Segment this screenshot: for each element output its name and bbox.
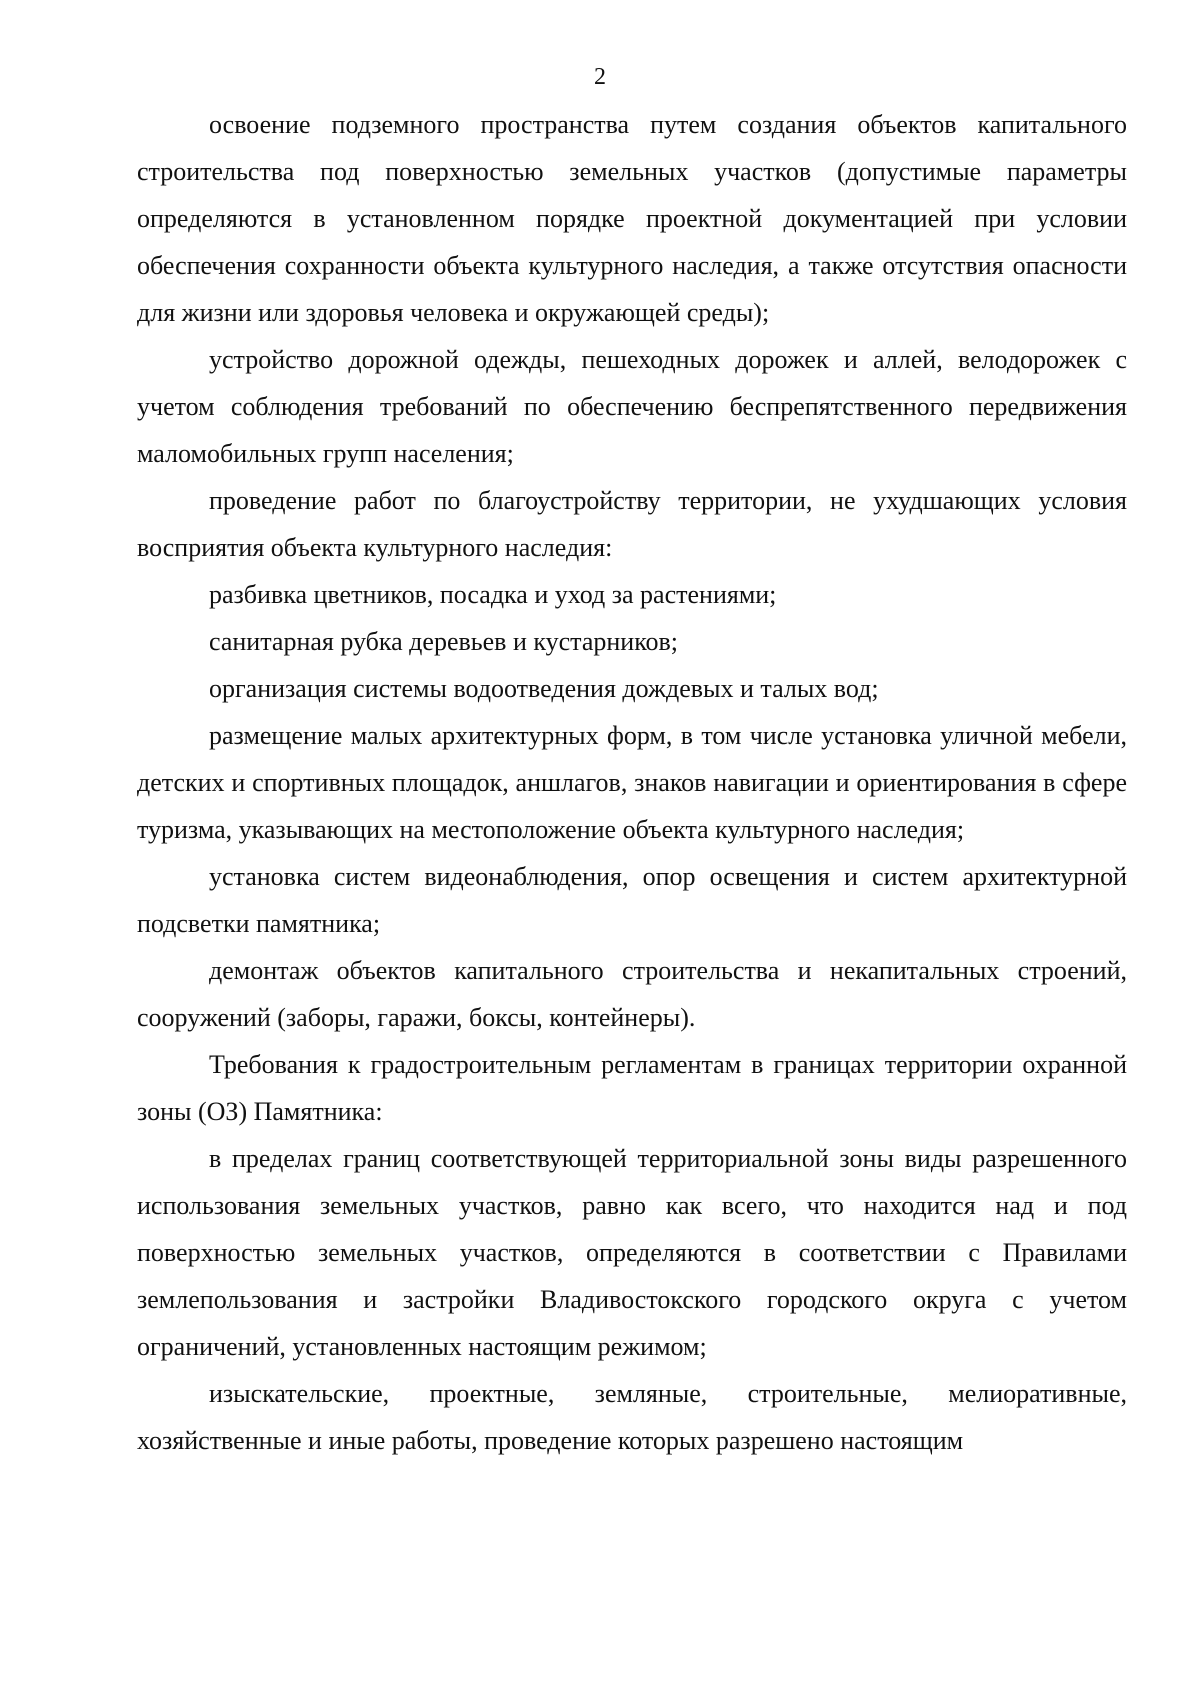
paragraph-video-surveillance: установка систем видеонаблюдения, опор освещения и систем архитектурной подсветки памятника; [137,862,1127,938]
paragraph-dismantling: демонтаж объектов капитального строительства и некапитальных строений, сооружений (заборы, гаражи, боксы, контейнеры). [137,956,1127,1032]
page-number: 2 [594,64,606,90]
paragraph-underground-space: освоение подземного пространства путем создания объектов капитального строительства под поверхностью земельных участков (допустимые параметры определяются в установленном порядке проектной документацией при условии обеспечения сохранности объекта культурного наследия, а также отсутствия опасности для жизни или здоровья человека и окружающей среды); [137,110,1127,327]
document-body [137,101,1127,1464]
paragraph-territorial-zone-limits: в пределах границ соответствующей территориальной зоны виды разрешенного использования земельных участков, равно как всего, что находится над и под поверхностью земельных участков, определяются в соответствии с Правилами землепользования и застройки Владивостокского городского округа с учетом ограничений, установленных настоящим режимом; [137,1144,1127,1361]
paragraph-sanitary-felling: санитарная рубка деревьев и кустарников; [209,627,679,656]
paragraph-landscaping-works: проведение работ по благоустройству территории, не ухудшающих условия восприятия объекта культурного наследия: [137,486,1127,562]
paragraph-drainage-system: организация системы водоотведения дождевых и талых вод; [209,674,879,703]
paragraph-protection-zone-requirements: Требования к градостроительным регламентам в границах территории охранной зоны (ОЗ) Памятника: [137,1050,1127,1126]
paragraph-survey-works: изыскательские, проектные, земляные, строительные, мелиоративные, хозяйственные и иные работы, проведение которых разрешено настоящим [137,1379,1127,1455]
paragraph-small-architectural-forms: размещение малых архитектурных форм, в том числе установка уличной мебели, детских и спортивных площадок, аншлагов, знаков навигации и ориентирования в сфере туризма, указывающих на местоположение объекта культурного наследия; [137,721,1127,844]
paragraph-road-surface: устройство дорожной одежды, пешеходных дорожек и аллей, велодорожек с учетом соблюдения требований по обеспечению беспрепятственного передвижения маломобильных групп населения; [137,345,1127,468]
paragraph-flower-beds: разбивка цветников, посадка и уход за растениями; [209,580,777,609]
